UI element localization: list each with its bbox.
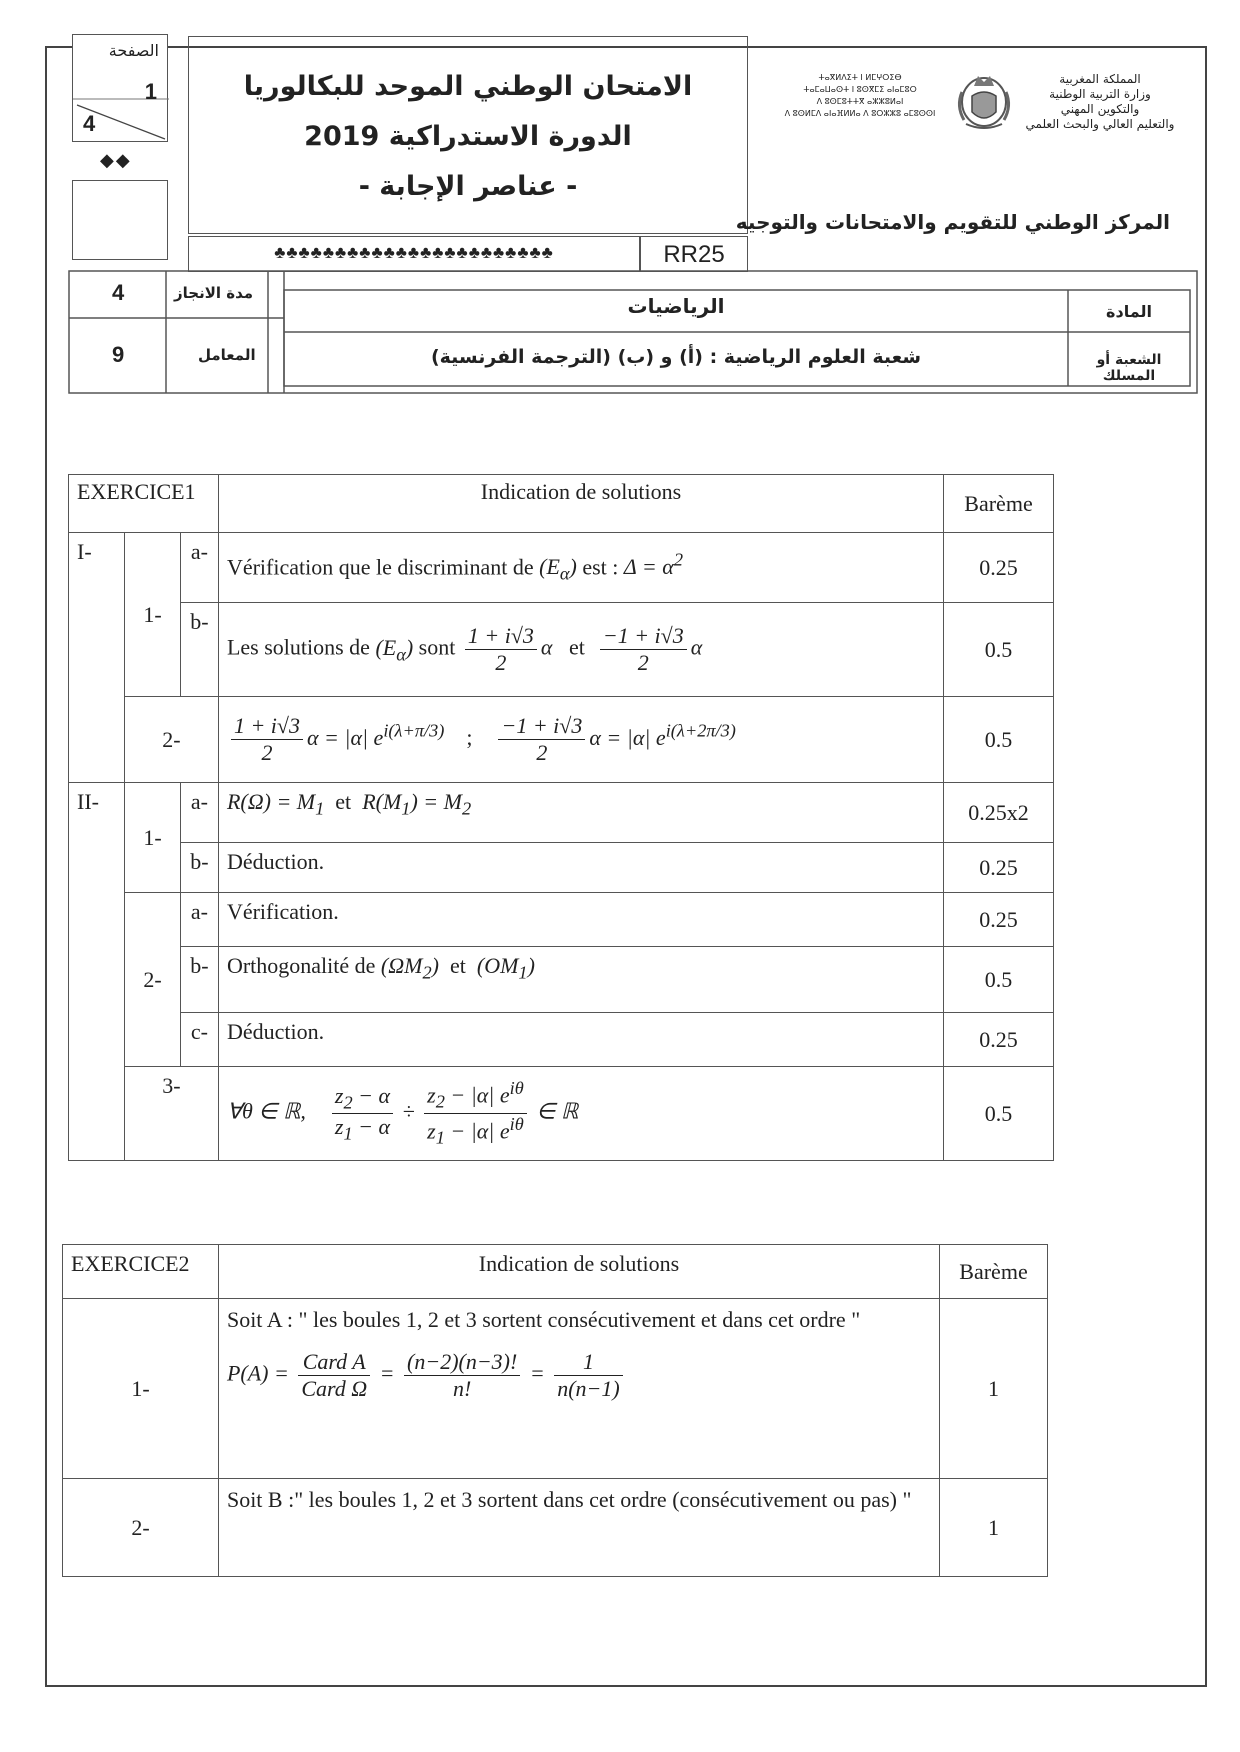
qII2b-points: 0.5: [944, 947, 1054, 1013]
q1a-content: Vérification que le discriminant de $(E_\alpha)$ est : $\Delta = \alpha^2$: [218, 533, 943, 603]
exercise2-title: EXERCICE2: [63, 1245, 219, 1299]
q1b-label: b-: [180, 603, 218, 697]
center-name: المركز الوطني للتقويم والامتحانات والتوجيه: [735, 210, 1170, 234]
qII3-points: 0.5: [944, 1067, 1054, 1161]
title-line3: - عناصر الإجابة -: [358, 171, 578, 202]
table-row: [63, 1245, 1048, 1299]
ex2-q2-points: 1: [940, 1479, 1048, 1577]
q2-content: $\frac{1 + i√3}{2}$ α = |α| $e^{i(\lambda+\pi/3)}$ ; $\frac{-1 + i√3}{2}$ α = |α| $e^{i(\lambda+2\pi/3)}$: [218, 697, 943, 783]
ex2-q1-points: 1: [940, 1299, 1048, 1479]
qII2a-points: 0.25: [944, 893, 1054, 947]
exercise2-table: [62, 1244, 1048, 1577]
table-row: [63, 1299, 1048, 1479]
qII2b-label: b-: [180, 947, 218, 1013]
equation-E-alpha: $(E_\alpha)$: [539, 554, 577, 584]
qII2c-content: Déduction.: [218, 1013, 943, 1067]
table-row: [69, 533, 1054, 603]
title-line1: الامتحان الوطني الموحد للبكالوريا: [243, 71, 693, 102]
qII2c-points: 0.25: [944, 1013, 1054, 1067]
table-row: [69, 603, 1054, 697]
qII1b-label: b-: [180, 843, 218, 893]
qII1a-label: a-: [180, 783, 218, 843]
branch-label: الشعبة أو المسلك: [1096, 352, 1162, 384]
part-I-label: I-: [69, 533, 125, 783]
stars-box: [188, 236, 640, 272]
ex2-q1-label: 1-: [63, 1299, 219, 1479]
qII1a-content: $R(\Omega) = M_1$ et $R(M_1) = M_2$: [218, 783, 943, 843]
discriminant-formula: $\Delta = \alpha^2$: [623, 550, 683, 580]
ex2-q2-label: 2-: [63, 1479, 219, 1577]
qII2c-label: c-: [180, 1013, 218, 1067]
solution-1: $\frac{1 + i√3}{2}$: [465, 623, 537, 676]
exercise1-header: Indication de solutions: [218, 475, 943, 533]
table-row: [69, 697, 1054, 783]
duration-value: 4: [112, 280, 125, 305]
stars-line: ♣♣♣♣♣♣♣♣♣♣♣♣♣♣♣♣♣♣♣♣♣♣♣: [274, 243, 554, 262]
ex2-q2-content: Soit B :" les boules 1, 2 et 3 sortent dans cet ordre (consécutivement ou pas) ": [218, 1479, 939, 1577]
blank-box: [72, 180, 168, 260]
code-box: [640, 236, 748, 272]
page-number-box: [72, 34, 168, 142]
qII2-label: 2-: [124, 893, 180, 1067]
page-label: الصفحة: [108, 41, 159, 60]
duration-label: مدة الانجاز: [174, 284, 254, 302]
info-table: [68, 270, 1198, 394]
qII2a-content: Vérification.: [218, 893, 943, 947]
ministry-arabic: المملكة المغربية وزارة التربية الوطنية والتكوين المهني والتعليم العالي والبحث العلمي: [1025, 72, 1175, 131]
q1a-label: a-: [180, 533, 218, 603]
title-line2: الدورة الاستدراكية 2019: [304, 121, 632, 152]
branch-value: شعبة العلوم الرياضية : (أ) و (ب) (الترجمة الفرنسية): [430, 346, 922, 368]
coef-value: 9: [112, 342, 125, 367]
qII1-label: 1-: [124, 783, 180, 893]
table-row: [69, 1067, 1054, 1161]
qII2b-content: Orthogonalité de $(\Omega M_2)$ et $(OM_1)$: [218, 947, 943, 1013]
qII1b-content: Déduction.: [218, 843, 943, 893]
exercise1-bareme: Barème: [944, 475, 1054, 533]
table-row: [69, 947, 1054, 1013]
page-marks: ◆◆: [100, 150, 132, 170]
table-row: [63, 1479, 1048, 1577]
table-row: [69, 1013, 1054, 1067]
exercise1-table: [68, 474, 1054, 1161]
ministry-tifinagh: ⵜⴰⴳⵍⴷⵉⵜ ⵏ ⵍⵎⵖⵔⵉⴱ ⵜⴰⵎⴰⵡⴰⵙⵜ ⵏ ⵓⵙⴳⵎⵉ ⴰⵏⴰⵎⵓⵔ ⴷ ⵓⵙⵎⵓⵜⵜⴳ ⴰⵣⵣⵓⵍⴰⵏ ⴷ ⵓⵙⵍⵎⴷ ⴰⵏⴰⴼⵍⵍⴰ ⴷ ⵓⵔⵣⵣⵓ ⴰⵎⵓⵙⵙⵏ: [784, 73, 936, 118]
q1b-content: Les solutions de $(E_\alpha)$ sont $\frac{1 + i√3}{2}$ α et $\frac{-1 + i√3}{2}$ α: [218, 603, 943, 697]
qII3-content: ∀θ ∈ ℝ, $\frac{z_2 - \alpha}{z_1 - \alpha}$ ÷ $\frac{z_2 - |\alpha| e^{i\theta}}{z_1 - |\alpha| e^{i\theta}}$ ∈ ℝ: [218, 1067, 943, 1161]
q1-label: 1-: [124, 533, 180, 697]
exam-code: RR25: [663, 241, 725, 268]
ex2-q1-content: Soit A : " les boules 1, 2 et 3 sortent consécutivement et dans cet ordre " P(A) = $\frac{\text{Card A}}{\text{Card Ω}}$ = $\frac{(n-2)(n-3)!}{n!}$ = $\frac{1}{n(n-1)}$: [218, 1299, 939, 1479]
exercise2-header: Indication de solutions: [218, 1245, 939, 1299]
q2-points: 0.5: [944, 697, 1054, 783]
subject-value: الرياضيات: [627, 294, 725, 318]
q1b-points: 0.5: [944, 603, 1054, 697]
table-row: [69, 475, 1054, 533]
page-number: 1: [144, 79, 157, 104]
qII1b-points: 0.25: [944, 843, 1054, 893]
solution-2: $\frac{-1 + i√3}{2}$: [600, 623, 687, 676]
q1a-points: 0.25: [944, 533, 1054, 603]
table-row: [69, 843, 1054, 893]
coef-label: المعامل: [198, 346, 256, 364]
part-II-label: II-: [69, 783, 125, 1161]
qII2a-label: a-: [180, 893, 218, 947]
qII1a-points: 0.25x2: [944, 783, 1054, 843]
table-row: [69, 893, 1054, 947]
qII3-label: 3-: [124, 1067, 218, 1161]
title-box: [188, 36, 748, 234]
exercise1-title: EXERCICE1: [69, 475, 219, 533]
q2-label: 2-: [124, 697, 218, 783]
probability-formula: P(A) = $\frac{\text{Card A}}{\text{Card Ω}}$ = $\frac{(n-2)(n-3)!}{n!}$ = $\frac{1}{n(n-1)}$: [227, 1349, 931, 1402]
table-row: [69, 783, 1054, 843]
subject-label: المادة: [1106, 302, 1152, 321]
exercise2-bareme: Barème: [940, 1245, 1048, 1299]
page-total: 4: [83, 111, 96, 136]
